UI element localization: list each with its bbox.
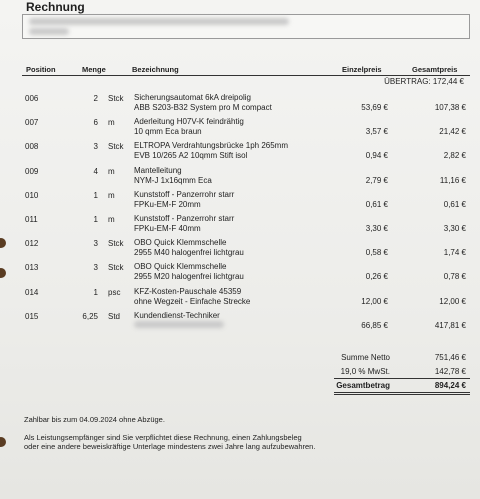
item-unit-price: 0,58 € bbox=[365, 248, 388, 257]
redacted-address-line bbox=[29, 28, 69, 35]
item-description: Mantelleitung bbox=[134, 166, 182, 175]
item-description-detail: 2955 M20 halogenfrei lichtgrau bbox=[134, 272, 244, 281]
item-total-price: 0,78 € bbox=[443, 272, 466, 281]
item-description-detail: EVB 10/265 A2 10qmm Stift isol bbox=[134, 151, 248, 160]
net-value: 751,46 € bbox=[434, 353, 466, 362]
item-position: 012 bbox=[25, 239, 39, 248]
item-description: Kundendienst-Techniker bbox=[134, 311, 220, 320]
item-unit: Stck bbox=[108, 239, 124, 248]
item-unit-price: 2,79 € bbox=[365, 176, 388, 185]
item-description: ELTROPA Verdrahtungsbrücke 1ph 265mm bbox=[134, 141, 289, 150]
item-description-detail: ohne Wegzeit - Einfache Strecke bbox=[134, 297, 251, 306]
item-total-price: 417,81 € bbox=[434, 321, 466, 330]
item-unit: Stck bbox=[108, 263, 124, 272]
vat-value: 142,78 € bbox=[434, 367, 466, 376]
item-unit: Stck bbox=[108, 94, 124, 103]
item-position: 013 bbox=[25, 263, 39, 272]
item-total-price: 12,00 € bbox=[439, 297, 466, 306]
item-unit: m bbox=[108, 118, 115, 127]
item-unit-price: 0,61 € bbox=[365, 200, 388, 209]
item-description: Sicherungsautomat 6kA dreipolig bbox=[134, 93, 251, 102]
retention-notice-line1: Als Leistungsempfänger sind Sie verpflichtet diese Rechnung, einen Zahlungsbeleg bbox=[24, 433, 302, 442]
item-unit-price: 3,30 € bbox=[365, 224, 388, 233]
punch-hole bbox=[0, 268, 6, 278]
punch-hole bbox=[0, 238, 6, 248]
totals-double-rule bbox=[334, 392, 470, 393]
item-total-price: 2,82 € bbox=[443, 151, 466, 160]
retention-notice-line2: oder eine andere beweiskräftige Unterlage mindestens zwei Jahre lang aufzubewahren. bbox=[24, 442, 316, 451]
column-description: Bezeichnung bbox=[132, 65, 179, 74]
item-description: Aderleitung H07V-K feindrähtig bbox=[134, 117, 244, 126]
item-total-price: 107,38 € bbox=[434, 103, 466, 112]
column-quantity: Menge bbox=[82, 65, 106, 74]
item-position: 008 bbox=[25, 142, 39, 151]
punch-hole bbox=[0, 437, 6, 447]
item-description-detail: NYM-J 1x16qmm Eca bbox=[134, 176, 212, 185]
item-total-price: 3,30 € bbox=[443, 224, 466, 233]
item-unit: m bbox=[108, 215, 115, 224]
item-quantity: 6 bbox=[93, 118, 98, 127]
header-rule bbox=[22, 75, 470, 76]
item-unit-price: 0,26 € bbox=[365, 272, 388, 281]
item-quantity: 1 bbox=[93, 191, 98, 200]
item-unit: m bbox=[108, 191, 115, 200]
item-quantity: 3 bbox=[93, 263, 98, 272]
net-label: Summe Netto bbox=[341, 353, 390, 362]
gross-value: 894,24 € bbox=[434, 381, 466, 390]
item-position: 011 bbox=[25, 215, 38, 224]
item-position: 006 bbox=[25, 94, 39, 103]
vat-label: 19,0 % MwSt. bbox=[340, 367, 390, 376]
carry-over: ÜBERTRAG: 172,44 € bbox=[384, 77, 464, 86]
item-unit-price: 0,94 € bbox=[365, 151, 388, 160]
item-description: KFZ-Kosten-Pauschale 45359 bbox=[134, 287, 242, 296]
totals-double-rule bbox=[334, 394, 470, 395]
document-title: Rechnung bbox=[26, 0, 85, 14]
item-description-detail: ABB S203-B32 System pro M compact bbox=[134, 103, 272, 112]
item-total-price: 11,16 € bbox=[439, 176, 466, 185]
item-unit: psc bbox=[108, 288, 121, 297]
item-quantity: 2 bbox=[93, 94, 98, 103]
item-description: OBO Quick Klemmschelle bbox=[134, 238, 227, 247]
item-description: Kunststoff - Panzerrohr starr bbox=[134, 190, 235, 199]
totals-rule bbox=[334, 378, 470, 379]
item-position: 009 bbox=[25, 167, 39, 176]
item-description-detail: FPKu-EM-F 20mm bbox=[134, 200, 201, 209]
item-quantity: 1 bbox=[93, 215, 98, 224]
item-unit-price: 66,85 € bbox=[361, 321, 388, 330]
item-position: 014 bbox=[25, 288, 39, 297]
item-position: 015 bbox=[25, 312, 39, 321]
item-description-detail: FPKu-EM-F 40mm bbox=[134, 224, 201, 233]
column-position: Position bbox=[26, 65, 56, 74]
item-total-price: 1,74 € bbox=[443, 248, 466, 257]
redacted-technician-name bbox=[134, 321, 224, 328]
item-unit-price: 3,57 € bbox=[365, 127, 388, 136]
redacted-address-line bbox=[29, 18, 289, 25]
gross-label: Gesamtbetrag bbox=[336, 381, 390, 390]
item-description: Kunststoff - Panzerrohr starr bbox=[134, 214, 235, 223]
payment-terms: Zahlbar bis zum 04.09.2024 ohne Abzüge. bbox=[24, 415, 165, 424]
item-quantity: 3 bbox=[93, 142, 98, 151]
item-unit-price: 53,69 € bbox=[361, 103, 388, 112]
column-unit-price: Einzelpreis bbox=[342, 65, 382, 74]
address-box bbox=[22, 14, 470, 39]
item-unit: Std bbox=[108, 312, 121, 321]
column-total-price: Gesamtpreis bbox=[412, 65, 458, 74]
item-description-detail: 2955 M40 halogenfrei lichtgrau bbox=[134, 248, 244, 257]
item-description: OBO Quick Klemmschelle bbox=[134, 262, 227, 271]
item-description-detail: 10 qmm Eca braun bbox=[134, 127, 202, 136]
item-quantity: 1 bbox=[93, 288, 98, 297]
item-position: 007 bbox=[25, 118, 39, 127]
item-unit: m bbox=[108, 167, 115, 176]
item-quantity: 6,25 bbox=[82, 312, 98, 321]
item-quantity: 3 bbox=[93, 239, 98, 248]
item-total-price: 21,42 € bbox=[439, 127, 466, 136]
item-position: 010 bbox=[25, 191, 39, 200]
item-unit-price: 12,00 € bbox=[361, 297, 388, 306]
item-total-price: 0,61 € bbox=[443, 200, 466, 209]
item-quantity: 4 bbox=[93, 167, 98, 176]
item-unit: Stck bbox=[108, 142, 124, 151]
